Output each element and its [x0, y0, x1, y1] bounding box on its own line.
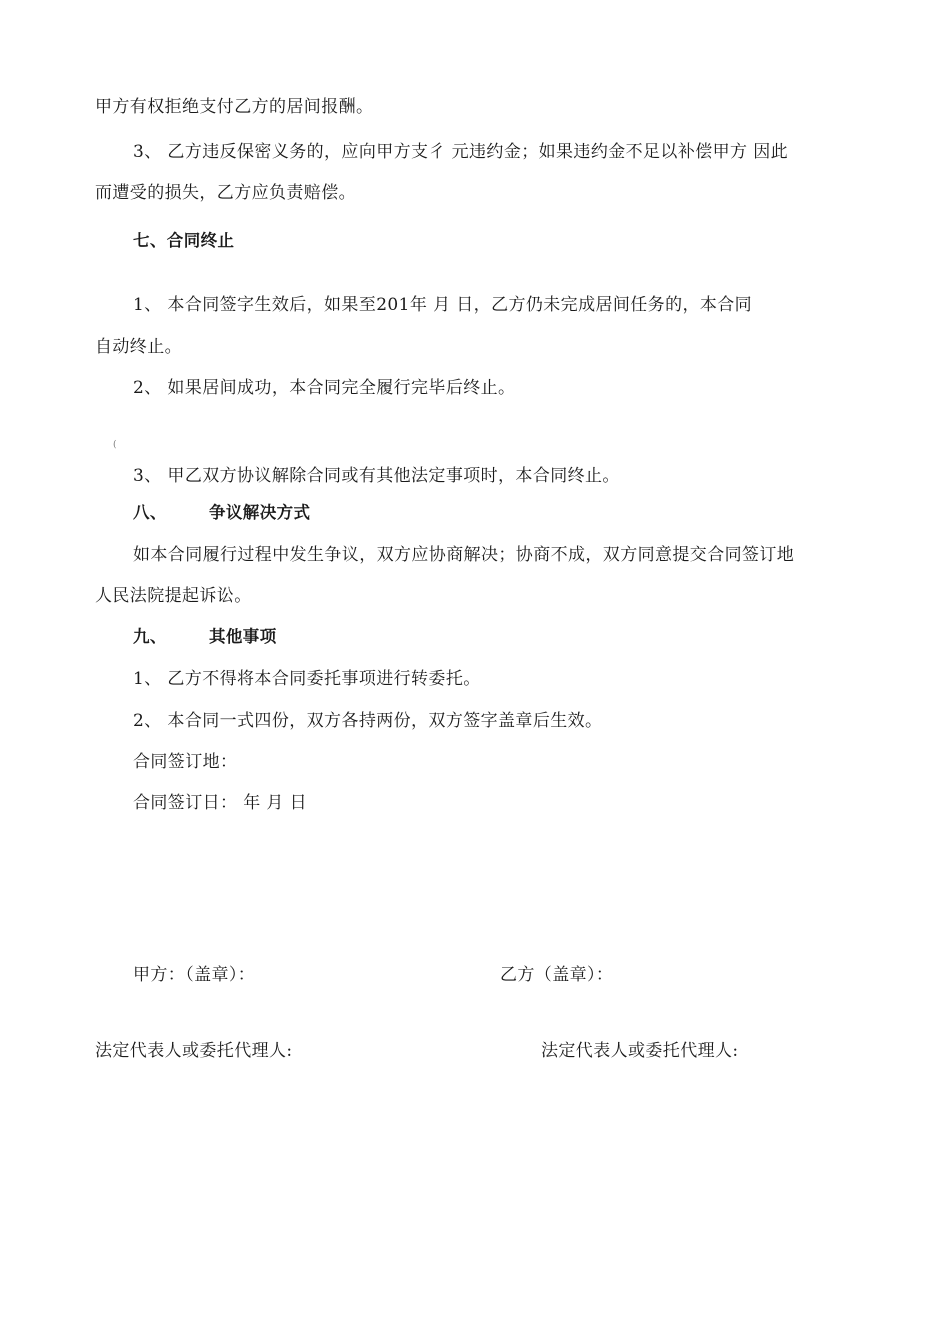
s6-item3-line2: 而遭受的损失，乙方应负责赔偿。 [95, 183, 356, 203]
signing-date: 合同签订日： 年 月 日 [133, 793, 308, 813]
s7-item1-line1: 1、 本合同签字生效后，如果至201年 月 日，乙方仍未完成居间任务的，本合同 [133, 295, 753, 315]
stray-mark: ( [113, 440, 117, 450]
s9-item1: 1、 乙方不得将本合同委托事项进行转委托。 [133, 669, 481, 689]
section-9-title: 其他事项 [209, 627, 277, 646]
s7-item2: 2、 如果居间成功，本合同完全履行完毕后终止。 [133, 378, 516, 398]
party-a-representative: 法定代表人或委托代理人: [95, 1041, 293, 1061]
s7-item3: 3、 甲乙双方协议解除合同或有其他法定事项时，本合同终止。 [133, 466, 620, 486]
s8-body-line1: 如本合同履行过程中发生争议，双方应协商解决；协商不成，双方同意提交合同签订地 [133, 545, 795, 565]
party-b-representative: 法定代表人或委托代理人: [541, 1041, 739, 1061]
party-b-seal: 乙方（盖章）： [500, 965, 614, 985]
s8-body-line2: 人民法院提起诉讼。 [95, 586, 252, 606]
s9-item2: 2、 本合同一式四份，双方各持两份，双方签字盖章后生效。 [133, 711, 603, 731]
paragraph-line: 甲方有权拒绝支付乙方的居间报酬。 [95, 97, 374, 117]
party-a-seal: 甲方：（盖章）： [133, 965, 256, 985]
section-8-title: 争议解决方式 [209, 503, 311, 522]
signing-place: 合同签订地： [133, 752, 238, 772]
section-9-number: 九、 [133, 627, 167, 646]
s7-item1-line2: 自动终止。 [95, 337, 182, 357]
section-8-number: 八、 [133, 503, 167, 522]
s6-item3-line1: 3、 乙方违反保密义务的，应向甲方支彳 元违约金；如果违约金不足以补偿甲方 因此 [133, 142, 789, 162]
section-7-heading: 七、合同终止 [133, 231, 235, 250]
